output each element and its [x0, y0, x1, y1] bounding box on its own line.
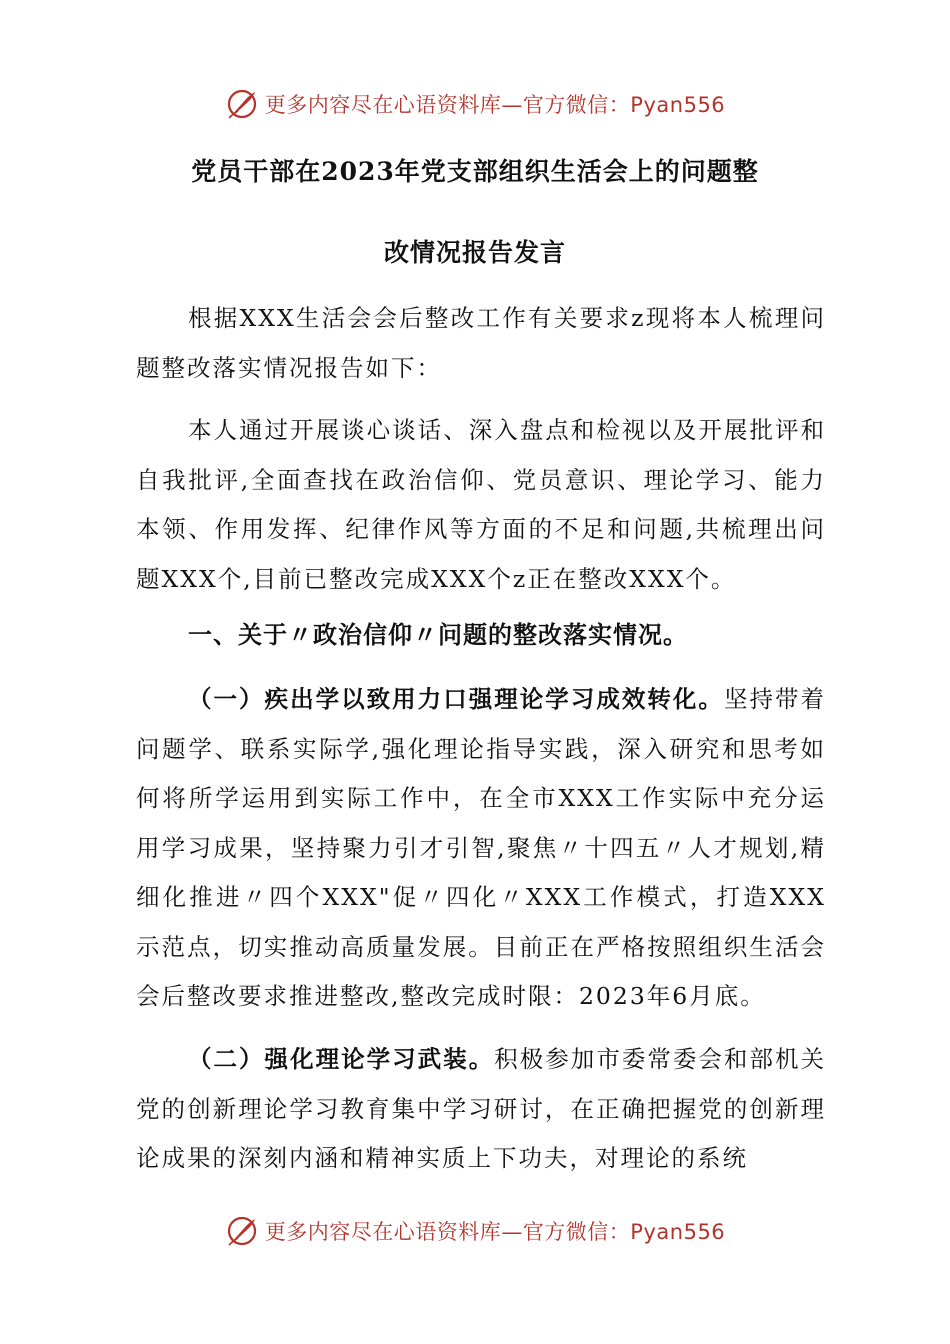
intro-paragraph: 根据XXX生活会会后整改工作有关要求z现将本人梳理问题整改落实情况报告如下：	[136, 304, 826, 382]
quill-logo-icon	[225, 87, 259, 121]
item-1-paragraph	[136, 675, 826, 1022]
watermark-separator: —	[501, 93, 523, 117]
watermark-banner-top	[0, 82, 950, 126]
watermark-wechat: 官方微信：Pyan556	[522, 1220, 726, 1244]
quill-logo-icon	[225, 1214, 259, 1248]
document-title-line-2: 改情况报告发言	[383, 238, 566, 267]
watermark-main: 更多内容尽在心语资料库	[264, 1220, 502, 1244]
item-2-paragraph	[136, 1035, 826, 1184]
item-1-body: 坚持带着问题学、联系实际学,强化理论指导实践，深入研究和思考如何将所学运用到实际工作中，在全市XXX工作实际中充分运用学习成果，坚持聚力引才引智,聚焦〃十四五〃人才规划,精细化推进〃四个XXX"促〃四化〃XXX工作模式，打造XXX示范点，切实推动高质量发展。目前正在严格按照组织生活会会后整改要求推进整改,整改完成时限：2023年6月底。	[136, 685, 826, 1010]
watermark-main: 更多内容尽在心语资料库	[264, 93, 502, 117]
watermark-text	[265, 1216, 725, 1246]
watermark-separator: —	[501, 1220, 523, 1244]
watermark-banner-bottom	[0, 1209, 950, 1253]
item-2-lead: （二）强化理论学习武装。	[188, 1045, 495, 1073]
summary-paragraph: 本人通过开展谈心谈话、深入盘点和检视以及开展批评和自我批评,全面查找在政治信仰、党员意识、理论学习、能力本领、作用发挥、纪律作风等方面的不足和问题,共梳理出问题XXX个,目前已整改完成XXX个z正在整改XXX个。	[136, 416, 826, 593]
item-1-lead: （一）疾出学以致用力口强理论学习成效转化。	[188, 685, 724, 713]
watermark-wechat: 官方微信：Pyan556	[522, 93, 726, 117]
section-heading: 一、关于〃政治信仰〃问题的整改落实情况。	[188, 620, 688, 649]
item-2-body: 积极参加市委常委会和部机关党的创新理论学习教育集中学习研讨，在正确把握党的创新理论成果的深刻内涵和精神实质上下功夫，对理论的系统	[136, 1045, 826, 1172]
watermark-text	[265, 89, 725, 119]
document-title-line-1: 党员干部在2023年党支部组织生活会上的问题整	[191, 157, 759, 186]
